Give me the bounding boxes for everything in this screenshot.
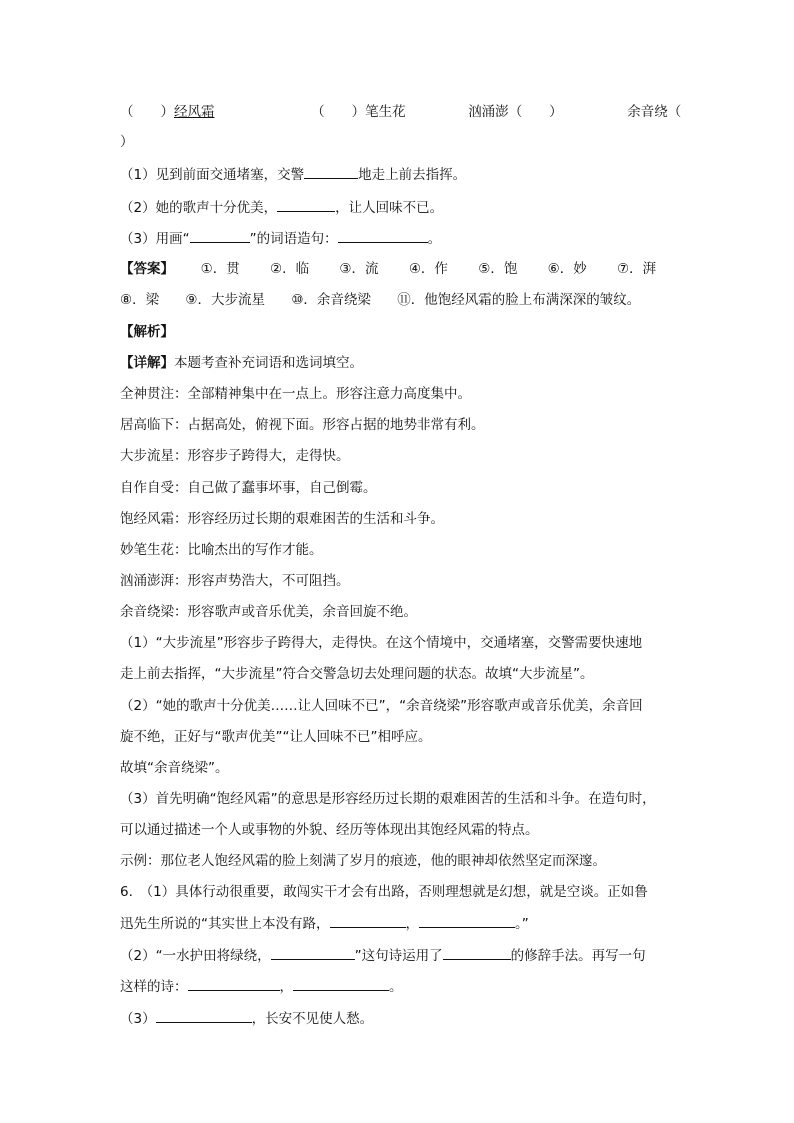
detail-label: 【详解】 bbox=[120, 355, 174, 371]
blank bbox=[188, 976, 280, 991]
explain-line: （1）“大步流星”形容步子跨得大，走得快。在这个情境中，交通堵塞，交警需要快速地 bbox=[120, 635, 643, 651]
blank bbox=[277, 197, 335, 212]
def-line: 大步流星：形容步子跨得大，走得快。 bbox=[120, 448, 350, 464]
blank bbox=[293, 976, 389, 991]
q5-items-row bbox=[120, 102, 680, 122]
explain-line: 旋不绝，正好与“歌声优美”“让人回味不已”相呼应。 bbox=[120, 729, 432, 745]
detail-line: 【详解】本题考查补充词语和选词填空。 bbox=[120, 355, 363, 371]
explain-line: 故填“余音绕梁”。 bbox=[120, 760, 229, 776]
explain-line: 示例：那位老人饱经风霜的脸上刻满了岁月的痕迹，他的眼神却依然坚定而深邃。 bbox=[120, 853, 606, 869]
answer-line-2: ⑧．梁 ⑨．大步流星 ⑩．余音绕梁 ⑪．他饱经风霜的脸上布满深深的皱纹。 bbox=[120, 292, 641, 308]
item1-text: 经风霜 bbox=[174, 104, 215, 120]
answer-line-1: 【答案】 ①．贯 ②．临 ③．流 ④．作 ⑤．饱 ⑥．妙 ⑦．湃 bbox=[120, 261, 657, 277]
explain-line: （2）“她的歌声十分优美……让人回味不已”，“余音绕梁”形容歌声或音乐优美，余音回 bbox=[120, 698, 643, 714]
item3-text: 汹涌澎 bbox=[468, 104, 509, 120]
blank bbox=[271, 945, 355, 960]
item2-paren: （ ） bbox=[311, 104, 366, 120]
blank bbox=[330, 913, 406, 928]
def-line: 饱经风霜：形容经历过长期的艰难困苦的生活和斗争。 bbox=[120, 511, 444, 527]
answer-label: 【答案】 bbox=[120, 261, 174, 277]
q5-sub-2: （2）她的歌声十分优美， ，让人回味不已。 bbox=[120, 197, 443, 218]
q6-line-1: 6. （1）具体行动很重要，敢闯实干才会有出路，否则理想就是幻想，就是空谈。正如鲁 bbox=[120, 884, 648, 900]
blank bbox=[338, 228, 428, 243]
q6-line-2: 迅先生所说的“其实世上本没有路， ， 。” bbox=[120, 913, 529, 934]
def-line: 妙笔生花：比喻杰出的写作才能。 bbox=[120, 542, 323, 558]
q6-line-5: （3） ，长安不见使人愁。 bbox=[120, 1008, 373, 1029]
def-line: 汹涌澎湃：形容声势浩大，不可阻挡。 bbox=[120, 573, 350, 589]
q5-sub-1: （1）见到前面交通堵塞，交警 地走上前去指挥。 bbox=[120, 164, 466, 185]
blank bbox=[304, 164, 358, 179]
def-line: 自作自受：自己做了蠢事坏事，自己倒霉。 bbox=[120, 480, 377, 496]
explain-line: （3）首先明确“饱经风霜”的意思是形容经历过长期的艰难困苦的生活和斗争。在造句时， bbox=[120, 791, 656, 807]
q6-line-3: （2）“一水护田将绿绕， ”这句诗运用了 的修辞手法。再写一句 bbox=[120, 945, 646, 966]
item2-text: 笔生花 bbox=[365, 104, 406, 120]
q5-sub-3: （3）用画“ ”的词语造句： 。 bbox=[120, 228, 441, 249]
def-line: 余音绕梁：形容歌声或音乐优美，余音回旋不绝。 bbox=[120, 604, 417, 620]
q6-line-4: 这样的诗： ， 。 bbox=[120, 976, 403, 997]
item4-text: 余音绕 bbox=[627, 104, 668, 120]
q5-items-wrap: ） bbox=[120, 134, 134, 150]
item1-paren: （ ） bbox=[120, 104, 174, 120]
blank bbox=[156, 1008, 252, 1023]
analysis-label: 【解析】 bbox=[120, 324, 174, 340]
explain-line: 可以通过描述一个人或事物的外貌、经历等体现出其饱经风霜的特点。 bbox=[120, 822, 539, 838]
item4-paren: （ bbox=[667, 104, 682, 120]
def-line: 居高临下：占据高处，俯视下面。形容占据的地势非常有利。 bbox=[120, 417, 485, 433]
blank bbox=[419, 913, 515, 928]
explain-line: 走上前去指挥，“大步流星”符合交警急切去处理问题的状态。故填“大步流星”。 bbox=[120, 666, 594, 682]
blank bbox=[443, 945, 511, 960]
blank bbox=[190, 228, 250, 243]
item3-paren: （ ） bbox=[508, 104, 563, 120]
def-line: 全神贯注：全部精神集中在一点上。形容注意力高度集中。 bbox=[120, 386, 471, 402]
